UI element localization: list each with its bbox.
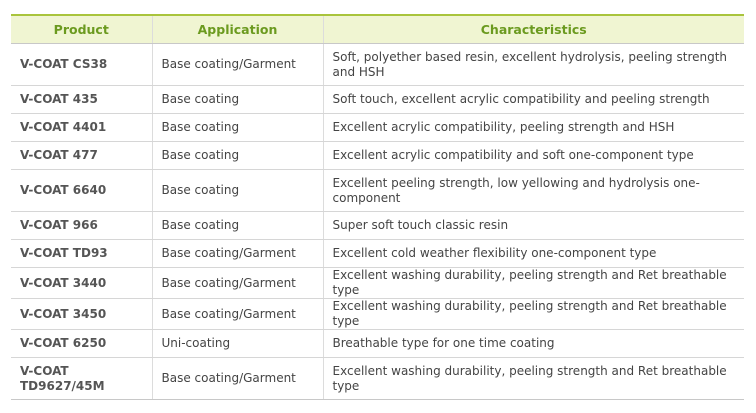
characteristics-cell: Excellent acrylic compatibility and soft one-component type xyxy=(323,142,744,170)
application-cell: Base coating xyxy=(152,114,323,142)
table-row xyxy=(11,170,744,212)
product-cell: V-COAT TD9627/45M xyxy=(11,358,152,400)
table-row xyxy=(11,330,744,358)
product-cell: V-COAT 3450 xyxy=(11,299,152,330)
characteristics-cell: Excellent acrylic compatibility, peeling strength and HSH xyxy=(323,114,744,142)
table-row xyxy=(11,212,744,240)
characteristics-cell: Soft touch, excellent acrylic compatibility and peeling strength xyxy=(323,86,744,114)
product-cell: V-COAT CS38 xyxy=(11,44,152,86)
table-row xyxy=(11,44,744,86)
product-cell: V-COAT 477 xyxy=(11,142,152,170)
table-row xyxy=(11,114,744,142)
application-cell: Base coating/Garment xyxy=(152,299,323,330)
product-cell: V-COAT 6640 xyxy=(11,170,152,212)
characteristics-cell: Excellent washing durability, peeling strength and Ret breathable type xyxy=(323,299,744,330)
table-body xyxy=(11,44,744,400)
application-cell: Base coating/Garment xyxy=(152,268,323,299)
characteristics-cell: Super soft touch classic resin xyxy=(323,212,744,240)
characteristics-cell: Excellent washing durability, peeling strength and Ret breathable type xyxy=(323,268,744,299)
characteristics-cell: Excellent cold weather flexibility one-component type xyxy=(323,240,744,268)
product-cell: V-COAT TD93 xyxy=(11,240,152,268)
header-row xyxy=(11,15,744,44)
characteristics-cell: Excellent peeling strength, low yellowing and hydrolysis one-component xyxy=(323,170,744,212)
application-cell: Base coating xyxy=(152,142,323,170)
characteristics-cell: Soft, polyether based resin, excellent hydrolysis, peeling strength and HSH xyxy=(323,44,744,86)
characteristics-cell: Breathable type for one time coating xyxy=(323,330,744,358)
application-cell: Uni-coating xyxy=(152,330,323,358)
product-cell: V-COAT 966 xyxy=(11,212,152,240)
table-header xyxy=(11,15,744,44)
product-cell: V-COAT 3440 xyxy=(11,268,152,299)
table-row xyxy=(11,240,744,268)
table-row xyxy=(11,299,744,330)
application-cell: Base coating xyxy=(152,212,323,240)
table-row xyxy=(11,268,744,299)
table-row xyxy=(11,142,744,170)
table-row xyxy=(11,86,744,114)
header-characteristics: Characteristics xyxy=(323,15,744,44)
product-cell: V-COAT 6250 xyxy=(11,330,152,358)
product-cell: V-COAT 4401 xyxy=(11,114,152,142)
header-product: Product xyxy=(11,15,152,44)
product-table xyxy=(11,14,744,400)
header-application: Application xyxy=(152,15,323,44)
characteristics-cell: Excellent washing durability, peeling strength and Ret breathable type xyxy=(323,358,744,400)
product-cell: V-COAT 435 xyxy=(11,86,152,114)
application-cell: Base coating xyxy=(152,170,323,212)
application-cell: Base coating xyxy=(152,86,323,114)
application-cell: Base coating/Garment xyxy=(152,44,323,86)
table-row xyxy=(11,358,744,400)
application-cell: Base coating/Garment xyxy=(152,240,323,268)
application-cell: Base coating/Garment xyxy=(152,358,323,400)
